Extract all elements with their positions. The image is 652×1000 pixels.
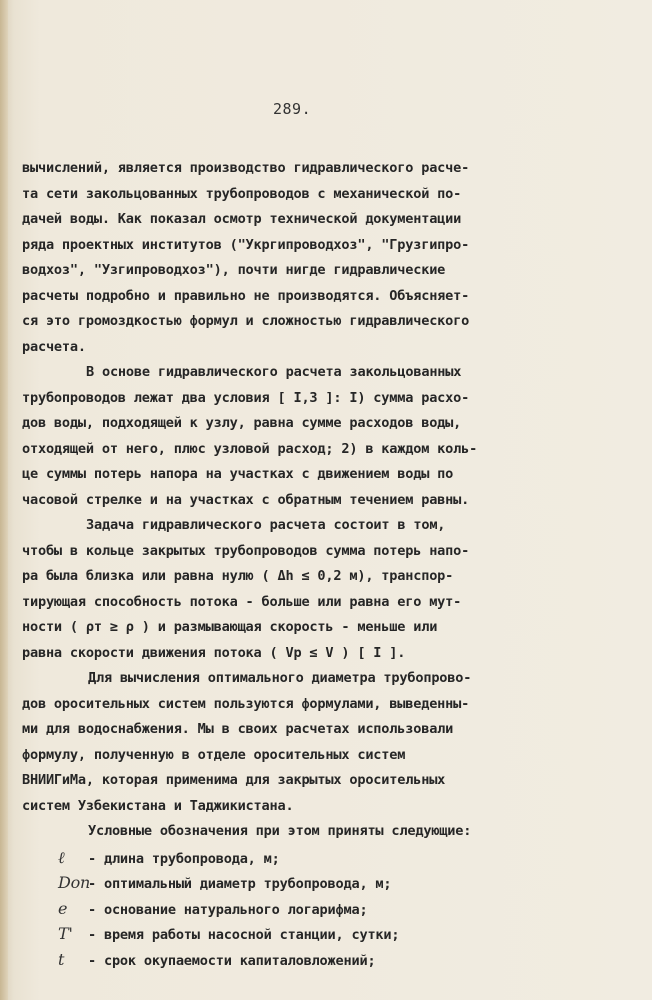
text-line: расчета. <box>22 338 86 355</box>
text-line: дов воды, подходящей к узлу, равна сумме расходов воды, <box>22 415 462 431</box>
definition-item <box>22 870 626 896</box>
text-line: Условные обозначения при этом приняты следующие: <box>88 823 472 839</box>
definition-item <box>22 896 626 922</box>
text-line: ми для водоснабжения. Мы в своих расчетах использовали <box>22 721 454 737</box>
text-line: систем Узбекистана и Таджикистана. <box>22 797 294 814</box>
text-line: отходящей от него, плюс узловой расход; 2) в каждом коль- <box>22 440 478 457</box>
definition-symbol: Dоп <box>58 873 91 892</box>
text-line: ра была близка или равна нулю ( Δh ≤ 0,2 м), транспор- <box>22 568 454 584</box>
definition-text: - длина трубопровода, м; <box>88 850 280 867</box>
text-line: равна скорости движения потока ( Vр ≤ V ) [ I ]. <box>22 644 406 661</box>
text-line: ности ( ρт ≥ ρ ) и размывающая скорость - меньше или <box>22 619 438 635</box>
text-line: це суммы потерь напора на участках с движением воды по <box>22 466 454 482</box>
paragraph <box>22 156 626 360</box>
text-line: чтобы в кольце закрытых трубопроводов сумма потерь напо- <box>22 542 470 559</box>
text-line: водхоз", "Узгипроводхоз"), почти нигде гидравлические <box>22 262 446 278</box>
definition-text: - время работы насосной станции, сутки; <box>88 927 400 943</box>
page-number: 289. <box>273 100 312 118</box>
text-line: Задача гидравлического расчета состоит в том, <box>86 517 446 533</box>
definition-symbol: e <box>58 898 68 918</box>
text-line: формулу, полученную в отделе оросительных систем <box>22 746 406 763</box>
definition-symbol: ℓ <box>58 847 65 867</box>
text-line: трубопроводов лежат два условия [ I,3 ]: I) сумма расхо- <box>22 389 470 406</box>
text-line: В основе гидравлического расчета закольцованных <box>86 364 462 380</box>
definition-symbol: t <box>58 949 65 969</box>
text-line: расчеты подробно и правильно не производятся. Объясняет- <box>22 287 470 304</box>
paragraphs <box>22 156 626 845</box>
text-line: тирующая способность потока - больше или равна его мут- <box>22 593 462 610</box>
text-line: вычислений, является производство гидравлического расче- <box>22 160 470 176</box>
text-line: та сети закольцованных трубопроводов с механической по- <box>22 185 462 202</box>
paragraph <box>22 513 626 666</box>
definition-text: - срок окупаемости капиталовложений; <box>88 952 376 969</box>
text-line: Для вычисления оптимального диаметра трубопрово- <box>88 670 472 686</box>
definition-text: - оптимальный диаметр трубопровода, м; <box>88 876 392 892</box>
paragraph <box>22 819 626 845</box>
definition-item <box>22 947 626 973</box>
text-line: ся это громоздкостью формул и сложностью гидравлического <box>22 313 470 329</box>
text-line: дов оросительных систем пользуются формулами, выведенны- <box>22 695 470 712</box>
definition-text: - основание натурального логарифма; <box>88 901 368 918</box>
text-line: дачей воды. Как показал осмотр технической документации <box>22 211 462 227</box>
paragraph <box>22 360 626 513</box>
definition-item <box>22 921 626 947</box>
definition-list <box>22 845 626 973</box>
text-line: ВНИИГиМа, которая применима для закрытых оросительных <box>22 772 446 788</box>
text-line: часовой стрелке и на участках с обратным течением равны. <box>22 491 470 508</box>
binding-gutter <box>0 0 8 1000</box>
text-line: ряда проектных институтов ("Укргипроводхоз", "Грузгипро- <box>22 236 470 253</box>
body-text <box>22 156 626 972</box>
definition-symbol: T' <box>58 924 73 943</box>
definition-item <box>22 845 626 871</box>
paragraph <box>22 666 626 819</box>
